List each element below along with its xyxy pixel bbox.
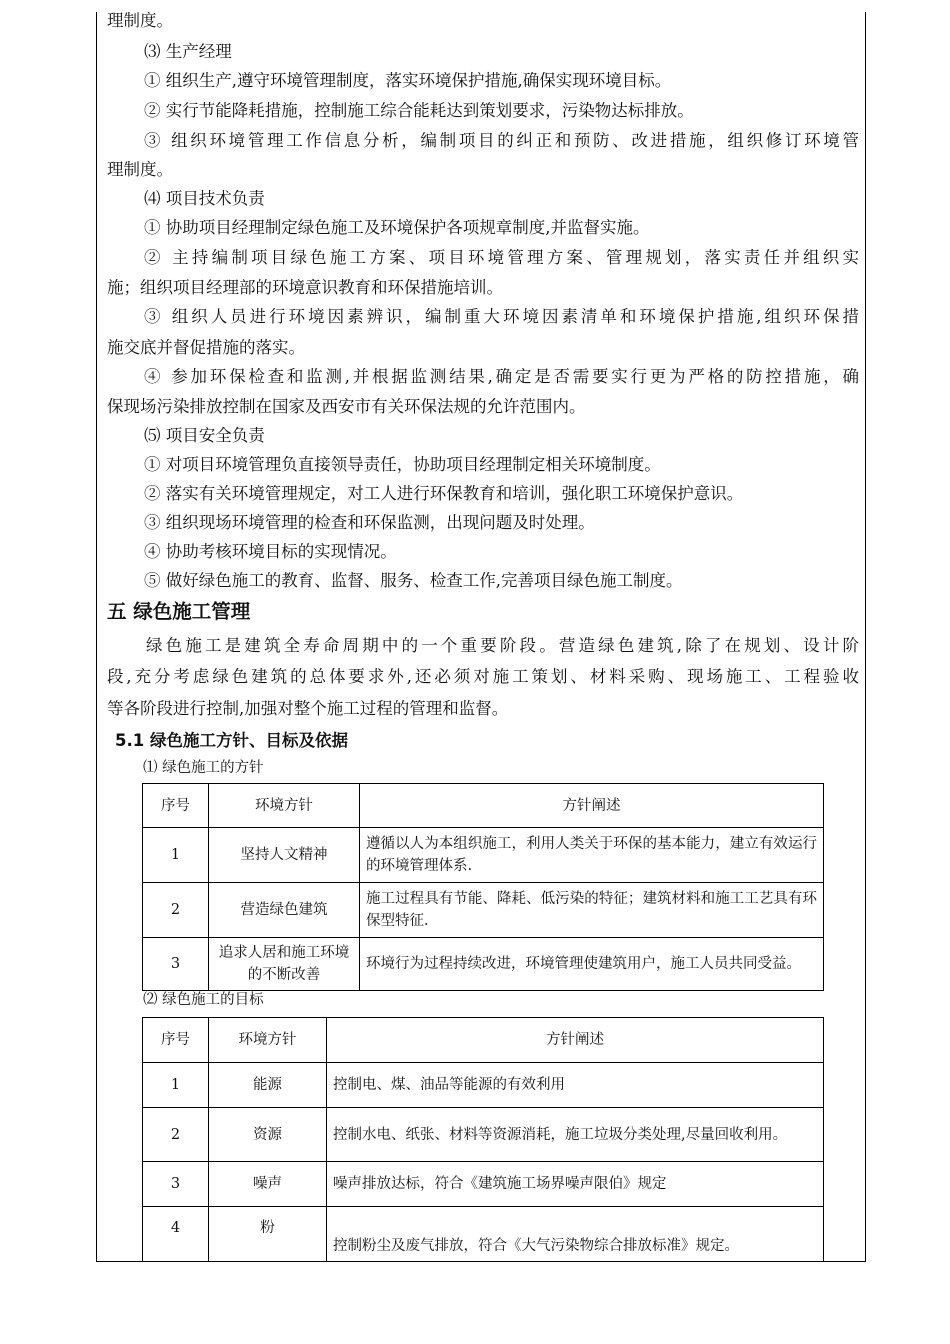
- table-cell: 1: [143, 828, 209, 883]
- text-line: ① 协助项目经理制定绿色施工及环境保护各项规章制度,并监督实施。: [144, 218, 650, 237]
- text-line: ③ 组织人员进行环境因素辨识，编制重大环境因素清单和环境保护措施,组织环保措: [144, 307, 859, 326]
- text-line: 施交底并督促措施的落实。: [107, 338, 305, 357]
- header-cell: 方针阐述: [360, 784, 824, 828]
- paragraph-line: 段,充分考虑绿色建筑的总体要求外,还必须对施工策划、材料采购、现场施工、工程验收: [107, 667, 859, 686]
- table-cell: 坚持人文精神: [209, 828, 360, 883]
- table-cell: 2: [143, 883, 209, 938]
- table-cell: 1: [143, 1063, 209, 1108]
- table-cell: 噪声排放达标，符合《建筑施工场界噪声限伯》规定: [327, 1162, 824, 1207]
- table-cell: 资源: [209, 1108, 327, 1162]
- table-row: [143, 1207, 824, 1262]
- table-cell: 控制粉尘及废气排放，符合《大气污染物综合排放标准》规定。: [327, 1207, 824, 1262]
- text-line: ③ 组织环境管理工作信息分析，编制项目的纠正和预防、改进措施，组织修订环境管: [144, 131, 859, 150]
- text-line: 理制度。: [107, 11, 173, 30]
- section-heading: 五 绿色施工管理: [107, 600, 251, 623]
- text-line: ⑤ 做好绿色施工的教育、监督、服务、检查工作,完善项目绿色施工制度。: [144, 571, 683, 590]
- table-cell: 3: [143, 1162, 209, 1207]
- table-cell: 控制电、煤、油品等能源的有效利用: [327, 1063, 824, 1108]
- text-line: ④ 参加环保检查和监测,并根据监测结果,确定是否需要实行更为严格的防控措施，确: [144, 367, 859, 386]
- policy-table: [142, 783, 824, 991]
- table-cell: 4: [143, 1207, 209, 1262]
- text-line: 施；组织项目经理部的环境意识教育和环保措施培训。: [107, 278, 503, 297]
- table-cell: 施工过程具有节能、降耗、低污染的特征；建筑材料和施工工艺具有环保型特征.: [360, 883, 824, 938]
- table-cell: 能源: [209, 1063, 327, 1108]
- text-line: ③ 组织现场环境管理的检查和环保监测，出现问题及时处理。: [144, 513, 595, 532]
- table-row: [143, 1063, 824, 1108]
- text-line: ② 实行节能降耗措施，控制施工综合能耗达到策划要求，污染物达标排放。: [144, 101, 694, 120]
- header-cell: 环境方针: [209, 1018, 327, 1063]
- table-cell: 控制水电、纸张、材料等资源消耗，施工垃圾分类处理,尽量回收利用。: [327, 1108, 824, 1162]
- table-cell: 粉: [209, 1207, 327, 1262]
- subsection-heading: ⑶ 生产经理: [144, 42, 232, 61]
- paragraph-line: 绿色施工是建筑全寿命周期中的一个重要阶段。营造绿色建筑,除了在规划、设计阶: [146, 636, 859, 655]
- header-cell: 方针阐述: [327, 1018, 824, 1063]
- text-line: ② 落实有关环境管理规定，对工人进行环保教育和培训，强化职工环境保护意识。: [144, 484, 744, 503]
- table-row: [143, 883, 824, 938]
- text-line: 保现场污染排放控制在国家及西安市有关环保法规的允许范围内。: [107, 397, 586, 416]
- table-caption: ⑵ 绿色施工的目标: [143, 992, 264, 1008]
- text-line: 理制度。: [107, 160, 173, 179]
- goal-table: [142, 1017, 824, 1262]
- table-header-row: [143, 1018, 824, 1063]
- table-cell: 营造绿色建筑: [209, 883, 360, 938]
- table-row: [143, 1108, 824, 1162]
- header-cell: 序号: [143, 1018, 209, 1063]
- text-line: ① 组织生产,遵守环境管理制度，落实环境保护措施,确保实现环境目标。: [144, 71, 672, 90]
- table-cell: 遵循以人为本组织施工，利用人类关于环保的基本能力，建立有效运行的环境管理体系.: [360, 828, 824, 883]
- table-cell: 环境行为过程持续改进，环境管理使建筑用户，施工人员共同受益。: [360, 938, 824, 991]
- subsection-title: 5.1 绿色施工方针、目标及依据: [115, 731, 348, 750]
- table-caption: ⑴ 绿色施工的方针: [143, 760, 264, 776]
- table-cell: 3: [143, 938, 209, 991]
- paragraph-line: 等各阶段进行控制,加强对整个施工过程的管理和监督。: [107, 699, 509, 718]
- text-line: ④ 协助考核环境目标的实现情况。: [144, 542, 397, 561]
- table-header-row: [143, 784, 824, 828]
- subsection-heading: ⑸ 项目安全负责: [144, 426, 265, 445]
- table-cell: 噪声: [209, 1162, 327, 1207]
- table-row: [143, 1162, 824, 1207]
- table-row: [143, 828, 824, 883]
- table-cell: 2: [143, 1108, 209, 1162]
- header-cell: 序号: [143, 784, 209, 828]
- text-line: ① 对项目环境管理负直接领导责任，协助项目经理制定相关环境制度。: [144, 455, 661, 474]
- table-row: [143, 938, 824, 991]
- table-cell: 追求人居和施工环境的不断改善: [209, 938, 360, 991]
- subsection-heading: ⑷ 项目技术负责: [144, 189, 265, 208]
- text-line: ② 主持编制项目绿色施工方案、项目环境管理方案、管理规划，落实责任并组织实: [144, 248, 859, 267]
- header-cell: 环境方针: [209, 784, 360, 828]
